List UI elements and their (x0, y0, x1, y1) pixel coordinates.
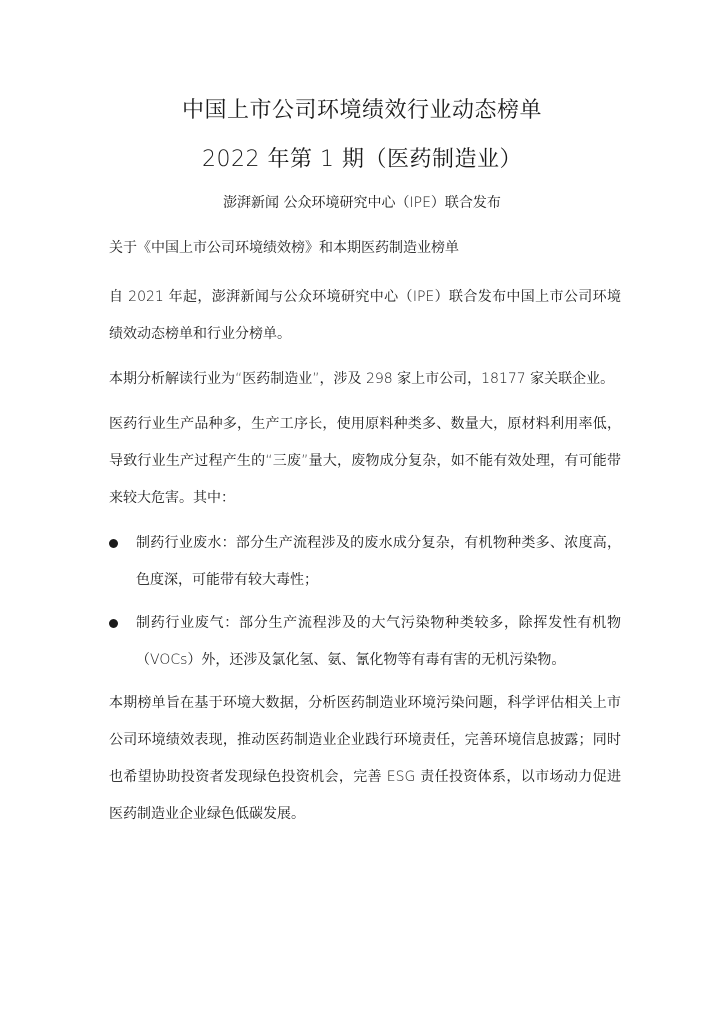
paragraph-closing: 本期榜单旨在基于环境大数据，分析医药制造业环境污染问题，科学评估相关上市公司环境绩效表现，推动医药制造业企业践行环境责任，完善环境信息披露；同时也希望协助投资者发现绿色投资机会，完善 ESG 责任投资体系，以市场动力促进医药制造业企业绿色低碳发展。 (109, 695, 621, 822)
paragraph-scope: 本期分析解读行业为“医药制造业”，涉及 298 家上市公司，18177 家关联企业。 (109, 371, 615, 387)
page-subtitle-issue: 2022 年第 1 期（医药制造业） (202, 147, 522, 172)
bullet-text-exhaust: 制药行业废气：部分生产流程涉及的大气污染物种类较多，除挥发性有机物（VOCs）外，还涉及氯化氢、氨、氰化物等有毒有害的无机污染物。 (136, 615, 621, 668)
list-item (109, 525, 621, 599)
page-title: 中国上市公司环境绩效行业动态榜单 (181, 98, 542, 123)
paragraph-intro: 自 2021 年起，澎湃新闻与公众环境研究中心（IPE）联合发布中国上市公司环境绩效动态榜单和行业分榜单。 (109, 289, 621, 342)
document-body (109, 230, 621, 841)
section-heading: 关于《中国上市公司环境绩效榜》和本期医药制造业榜单 (109, 240, 459, 256)
bullet-icon (109, 619, 118, 628)
bullet-text-wastewater: 制药行业废水：部分生产流程涉及的废水成分复杂，有机物种类多、浓度高，色度深，可能带有较大毒性； (136, 535, 621, 588)
list-item (109, 605, 621, 679)
publisher-line: 澎湃新闻 公众环境研究中心（IPE）联合发布 (223, 195, 501, 211)
bullet-list (109, 525, 621, 679)
bullet-icon (109, 539, 118, 548)
paragraph-industry: 医药行业生产品种多，生产工序长，使用原料种类多、数量大，原材料利用率低，导致行业生产过程产生的“三废”量大，废物成分复杂，如不能有效处理，有可能带来较大危害。其中： (109, 416, 621, 506)
